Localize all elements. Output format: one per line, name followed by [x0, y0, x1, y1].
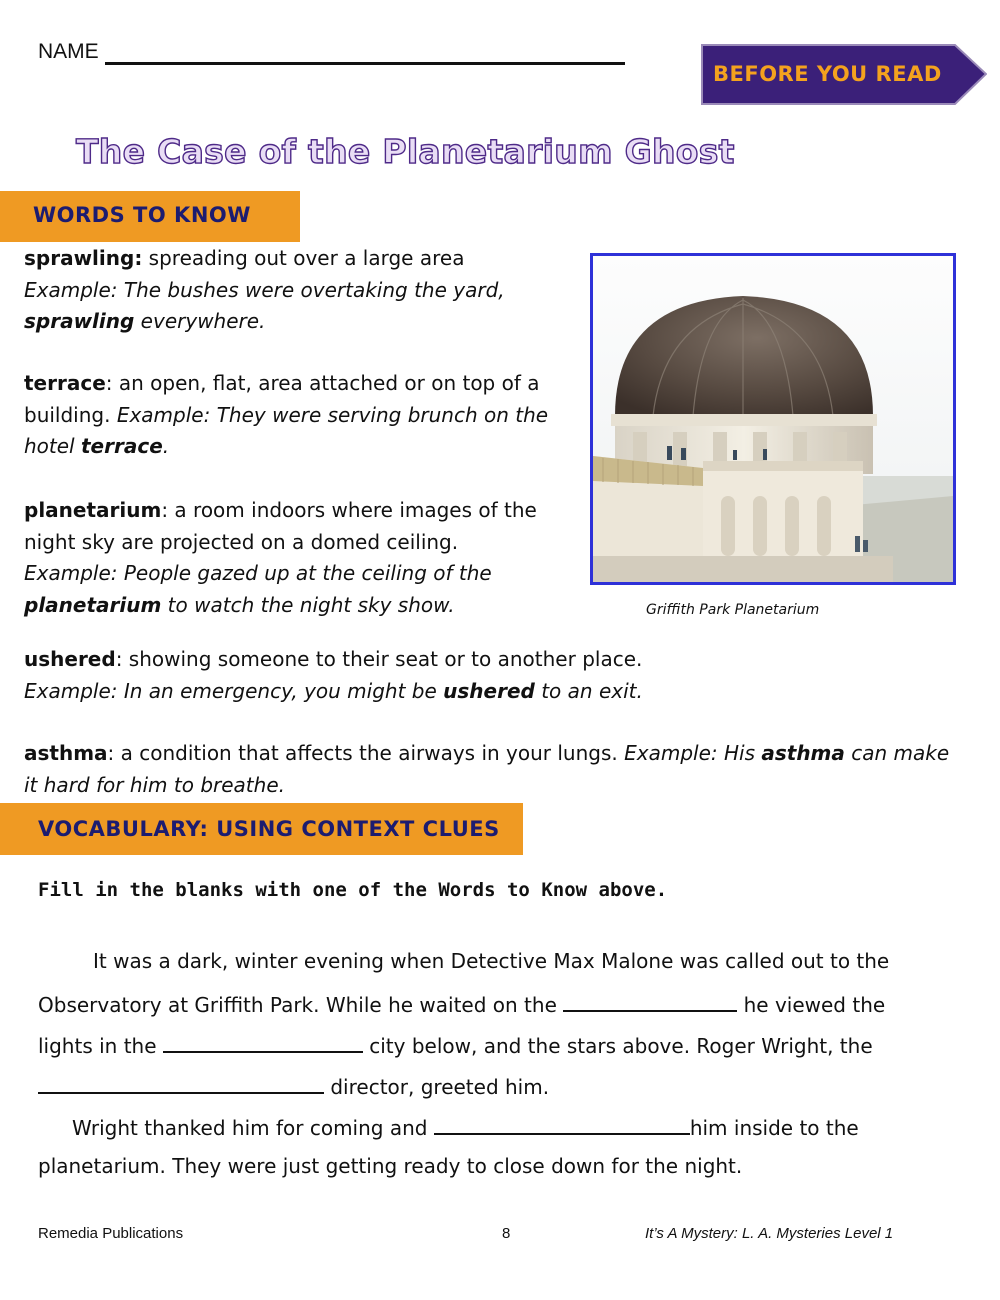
term: sprawling:: [24, 246, 143, 270]
footer-page-number: 8: [502, 1225, 511, 1242]
example-word: sprawling: [24, 309, 135, 333]
vocabulary-banner: [0, 803, 523, 855]
example-text: People gazed up at the ceiling of the: [117, 561, 492, 585]
before-you-read-label: BEFORE YOU READ: [713, 62, 942, 86]
footer-series-title: It’s A Mystery: L. A. Mysteries Level 1: [645, 1225, 894, 1242]
example-text-end: to watch the night sky show.: [161, 592, 455, 617]
passage-text: lights in the: [38, 1034, 157, 1058]
definition-planetarium: [24, 495, 584, 621]
passage-text: him inside to the: [689, 1116, 859, 1140]
example-label: Example:: [116, 402, 211, 427]
definition-text: : an open, flat, area attached or on top of a building.: [24, 371, 540, 427]
page-title: The Case of the Planetarium Ghost: [76, 132, 735, 171]
definition-asthma: [24, 738, 964, 801]
words-to-know-label: WORDS TO KNOW: [33, 203, 251, 227]
photo-caption: Griffith Park Planetarium: [646, 602, 820, 618]
example-text: They were serving brunch on the hotel: [24, 402, 549, 458]
example-text-end: .: [162, 434, 170, 458]
passage-text: Wright thanked him for coming and: [72, 1116, 428, 1140]
example-word: planetarium: [24, 592, 162, 617]
passage-text: he viewed the: [743, 993, 886, 1017]
term: asthma: [24, 741, 108, 765]
planetarium-photo: [590, 253, 956, 585]
instructions: Fill in the blanks with one of the Words to Know above.: [38, 879, 668, 901]
example-label: Example:: [24, 678, 118, 703]
blank-1[interactable]: [563, 990, 737, 1012]
example-text-end: everywhere.: [134, 309, 266, 333]
passage-line-3: [38, 1031, 958, 1058]
planetarium-illustration: [593, 256, 953, 582]
passage-text: director, greeted him.: [330, 1075, 550, 1099]
passage-line-5: [72, 1113, 972, 1140]
definition-ushered: [24, 644, 964, 707]
example-word: terrace: [80, 434, 163, 458]
example-text: His: [717, 741, 762, 765]
passage-line-2: [38, 990, 958, 1017]
passage-text: Observatory at Griffith Park. While he waited on the: [38, 993, 557, 1017]
blank-4[interactable]: [434, 1113, 690, 1135]
definition-text: spreading out over a large area: [142, 246, 465, 270]
example-text: In an emergency, you might be: [117, 678, 444, 703]
passage-line-1: It was a dark, winter evening when Detective Max Malone was called out to the: [93, 949, 890, 973]
passage-line-6: planetarium. They were just getting ready to close down for the night.: [38, 1154, 743, 1178]
example-text-end: to an exit.: [534, 678, 643, 703]
example-word: asthma: [761, 741, 845, 765]
term: planetarium: [24, 498, 162, 522]
definition-terrace: [24, 368, 584, 463]
example-word: ushered: [443, 678, 535, 703]
definition-text: : a condition that affects the airways in your lungs.: [107, 741, 625, 765]
example-text: : The bushes were overtaking the yard,: [110, 277, 505, 302]
name-label: NAME: [38, 40, 99, 63]
passage-line-4: [38, 1072, 958, 1099]
blank-3[interactable]: [38, 1072, 324, 1094]
definition-sprawling: [24, 243, 584, 338]
term: ushered: [24, 647, 116, 671]
footer-publisher: Remedia Publications: [38, 1225, 184, 1242]
term: terrace: [24, 371, 106, 395]
before-you-read-badge: [701, 44, 987, 105]
definition-text: : showing someone to their seat or to another place.: [115, 647, 643, 671]
example-text-end: can make it hard for him to breathe.: [24, 741, 950, 797]
passage-text: city below, and the stars above. Roger Wright, the: [369, 1034, 873, 1058]
example-label: Example:: [24, 561, 118, 585]
vocabulary-label: VOCABULARY: USING CONTEXT CLUES: [38, 817, 500, 841]
words-to-know-banner: [0, 191, 300, 242]
name-blank-line[interactable]: [105, 62, 625, 65]
example-label: Example:: [624, 741, 718, 765]
blank-2[interactable]: [163, 1031, 363, 1053]
example-label: Example: [24, 277, 111, 302]
definition-text: : a room indoors where images of the night sky are projected on a domed ceiling.: [24, 498, 537, 554]
